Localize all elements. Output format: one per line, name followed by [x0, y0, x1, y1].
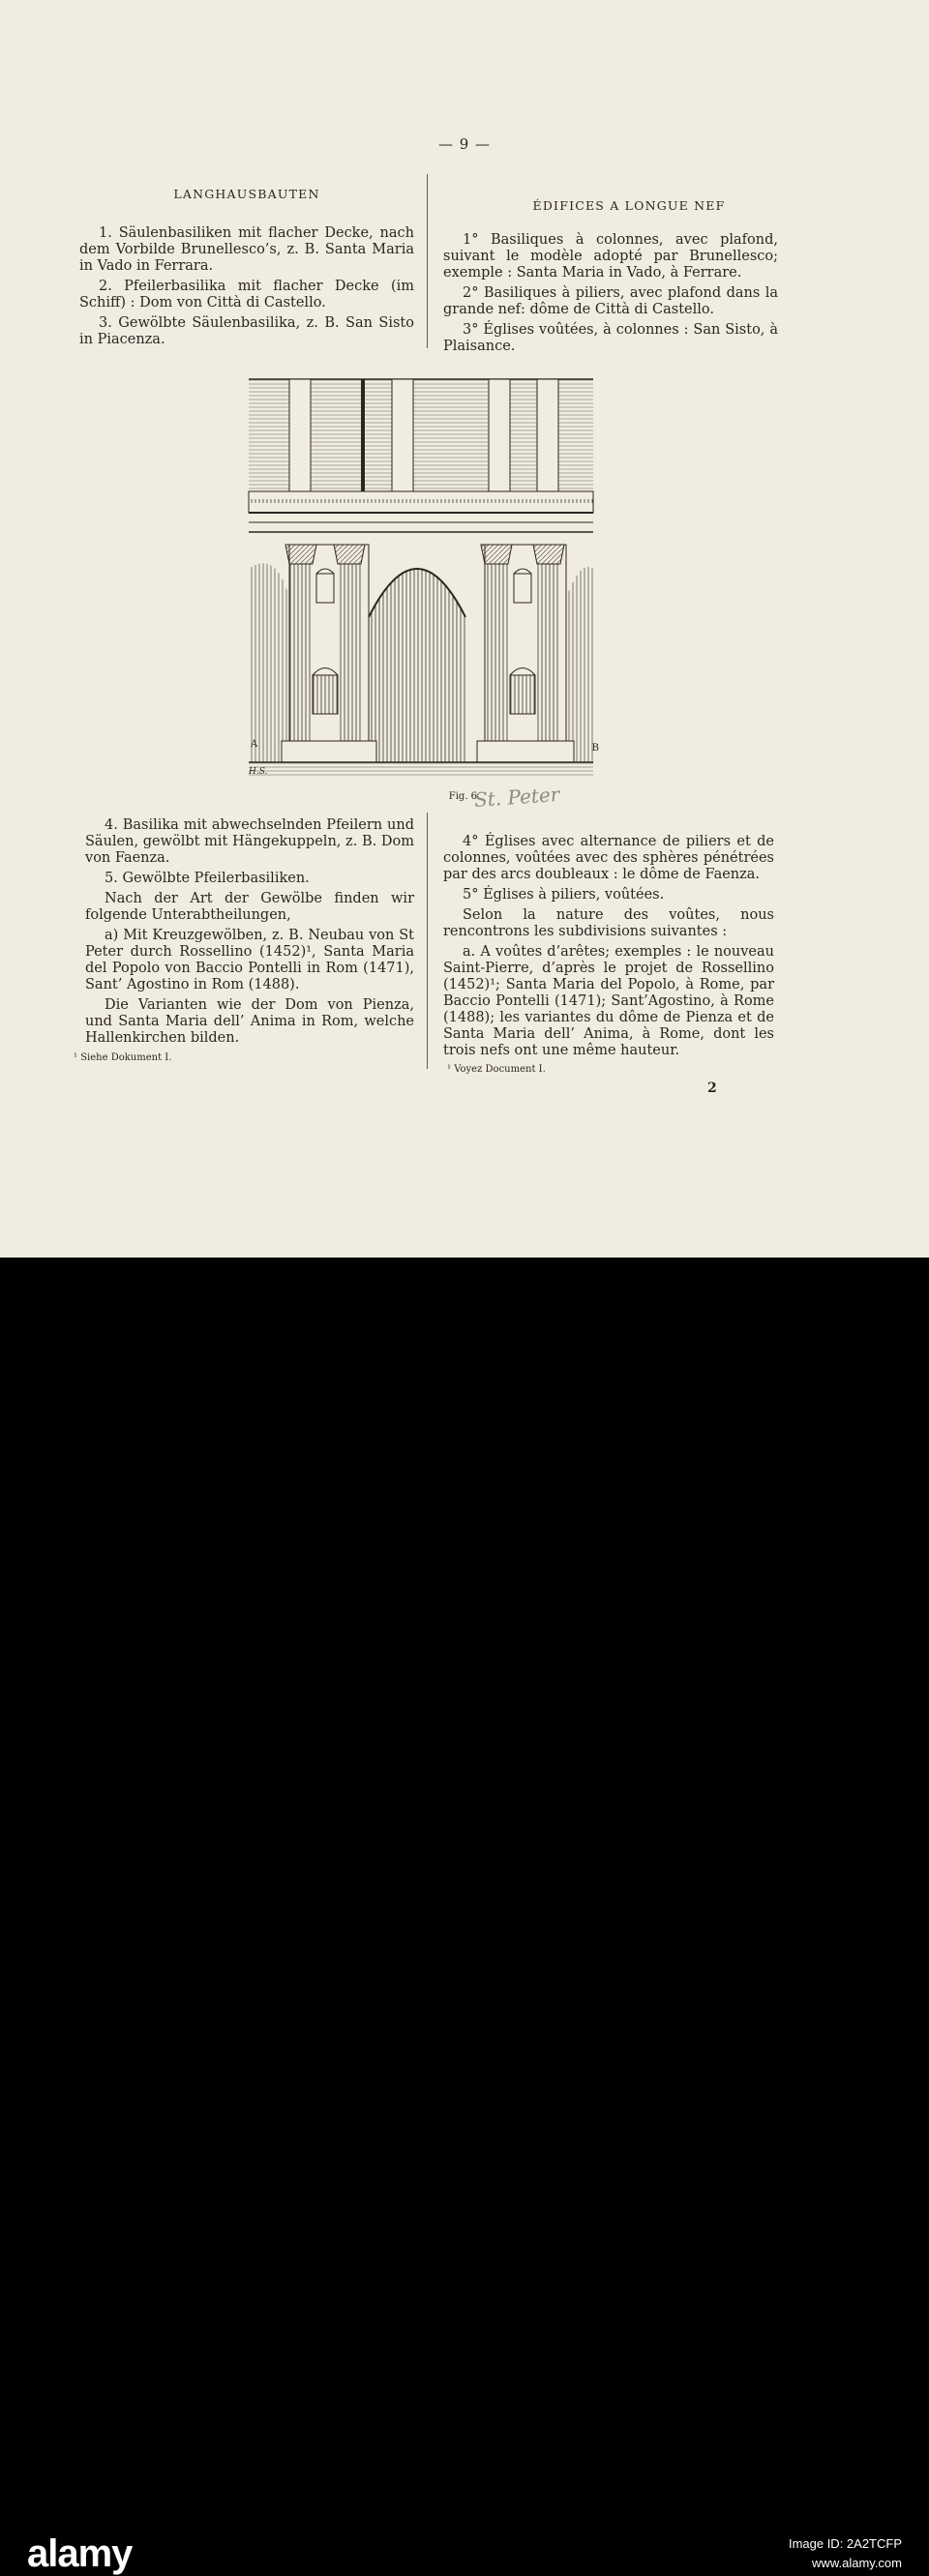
- left-paragraph: 3. Gewölbte Säulenbasilika, z. B. San Sisto in Piacenza.: [79, 315, 414, 347]
- section-label-a: A: [251, 739, 258, 750]
- left-footnote: ¹ Siehe Dokument I.: [74, 1052, 172, 1063]
- right-paragraph: 5° Églises à piliers, voûtées.: [463, 887, 665, 903]
- image-id: Image ID: 2A2TCFP: [788, 2536, 902, 2551]
- watermark-band: [0, 1258, 929, 2575]
- right-column-title: ÉDIFICES A LONGUE NEF: [532, 198, 726, 213]
- right-paragraph: 1° Basiliques à colonnes, avec plafond, suivant le modèle adopté par Brunellesco; exemple : Santa Maria in Vado, à Ferrare.: [443, 232, 778, 281]
- right-paragraph: a. A voûtes d’arêtes; exemples : le nouveau Saint-Pierre, d’après le projet de Rossellino (1452)¹; Santa Maria del Popolo, à Rome, par Baccio Pontelli (1471); Sant’Agostino, à Rome (1488); les variantes du dôme de Pienza et de Santa Maria dell’ Anima, à Rome, dont les trois nefs ont une même hauteur.: [443, 944, 774, 1058]
- right-footnote: ¹ Voyez Document I.: [447, 1064, 546, 1075]
- scanned-page: [0, 0, 929, 1258]
- alamy-image-info: [789, 2534, 902, 2573]
- figure-caption: Fig. 6.: [448, 791, 481, 802]
- site-url: www.alamy.com: [812, 2556, 902, 2570]
- left-paragraph: 5. Gewölbte Pfeilerbasiliken.: [105, 871, 310, 886]
- left-text-bottom: [85, 817, 414, 1051]
- right-paragraph: 4° Églises avec alternance de piliers et de colonnes, voûtées avec des sphères pénétrées par des arcs doubleaux : le dôme de Faenza.: [443, 834, 774, 882]
- left-paragraph: 4. Basilika mit abwechselnden Pfeilern und Säulen, gewölbt mit Hängekuppeln, z. B. Dom von Faenza.: [85, 817, 414, 866]
- left-paragraph: Nach der Art der Gewölbe finden wir folgende Unterabtheilungen,: [85, 891, 414, 923]
- left-paragraph: 1. Säulenbasiliken mit flacher Decke, nach dem Vorbilde Brunellesco’s, z. B. Santa Maria in Vado in Ferrara.: [79, 225, 414, 274]
- right-paragraph: 3° Églises voûtées, à colonnes : San Sisto, à Plaisance.: [443, 322, 778, 354]
- column-divider-bottom: [427, 813, 428, 1069]
- column-divider-top: [427, 174, 428, 348]
- left-column-title: LANGHAUSBAUTEN: [173, 187, 320, 201]
- right-text-top: [443, 232, 778, 359]
- alamy-logo: alamy: [27, 2532, 133, 2575]
- right-paragraph: 2° Basiliques à piliers, avec plafond dans la grande nef: dôme de Città di Castello.: [443, 285, 778, 317]
- signature-mark: 2: [707, 1081, 717, 1096]
- nave-elevation-drawing: [247, 375, 597, 782]
- right-paragraph: Selon la nature des voûtes, nous rencontrons les subdivisions suivantes :: [443, 907, 774, 939]
- left-paragraph: Die Varianten wie der Dom von Pienza, und Santa Maria dell’ Anima in Rom, welche Hallenkirchen bilden.: [85, 997, 414, 1046]
- left-text-top: [79, 225, 414, 352]
- page-number: — 9 —: [437, 135, 492, 153]
- left-paragraph: a) Mit Kreuzgewölben, z. B. Neubau von St Peter durch Rossellino (1452)¹, Santa Maria del Popolo von Baccio Pontelli in Rom (1471), Sant’ Agostino in Rom (1488).: [85, 928, 414, 992]
- right-text-bottom: [443, 834, 774, 1063]
- church-nave-engraving: [247, 375, 597, 785]
- engraver-mark: H.S.: [249, 767, 268, 777]
- section-label-b: B: [591, 743, 599, 754]
- pencil-annotation: St. Peter: [473, 782, 561, 813]
- left-paragraph: 2. Pfeilerbasilika mit flacher Decke (im Schiff) : Dom von Città di Castello.: [79, 279, 414, 311]
